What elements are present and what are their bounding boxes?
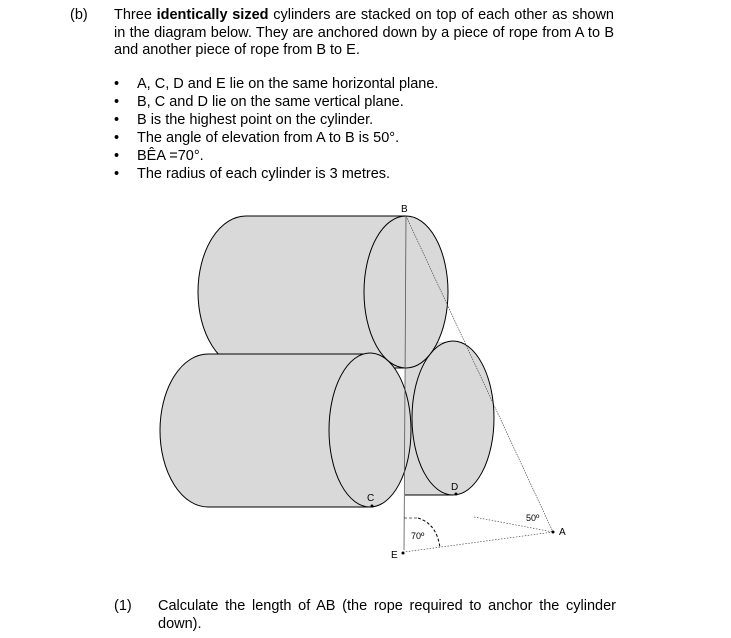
fact-text: B is the highest point on the cylinder. [137, 112, 374, 128]
bullet-icon: • [114, 166, 120, 182]
point-c [371, 505, 374, 508]
sub-question-number: (1) [114, 598, 132, 614]
label-c: C [367, 493, 375, 504]
fact-text: The radius of each cylinder is 3 metres. [137, 166, 391, 182]
label-e: E [391, 550, 398, 561]
bullet-icon: • [114, 148, 120, 164]
sub-question-text: Calculate the length of AB (the rope required to anchor the cylinder down). [158, 598, 616, 632]
point-e [402, 552, 405, 555]
intro-text-2: cylinders are stacked on top of each other as shown in the diagram below. They are anchored down by a piece of rope from A to B and another piece of rope from B to E. [114, 7, 614, 58]
label-d: D [451, 482, 459, 493]
bottom-left-cylinder-face [329, 353, 411, 507]
line-d-a [474, 517, 553, 532]
bottom-right-cylinder-face [412, 341, 494, 495]
label-b: B [401, 204, 408, 215]
bullet-icon: • [114, 94, 120, 110]
intro-text-1: Three [114, 7, 157, 23]
point-a [552, 531, 555, 534]
fact-text: A, C, D and E lie on the same horizontal plane. [137, 76, 439, 92]
line-a-e [404, 532, 553, 552]
question-number: (b) [70, 7, 88, 23]
bullet-icon: • [114, 76, 120, 92]
intro-bold-text: identically sized [156, 7, 269, 23]
bullet-icon: • [114, 112, 120, 128]
fact-text: BÊA =70°. [137, 148, 204, 164]
label-angle-a: 50º [526, 513, 540, 523]
label-a: A [559, 527, 566, 538]
bullet-icon: • [114, 130, 120, 146]
fact-text: B, C and D lie on the same vertical plane. [137, 94, 404, 110]
label-angle-e: 70º [411, 531, 425, 541]
fact-text: The angle of elevation from A to B is 50°. [137, 130, 400, 146]
